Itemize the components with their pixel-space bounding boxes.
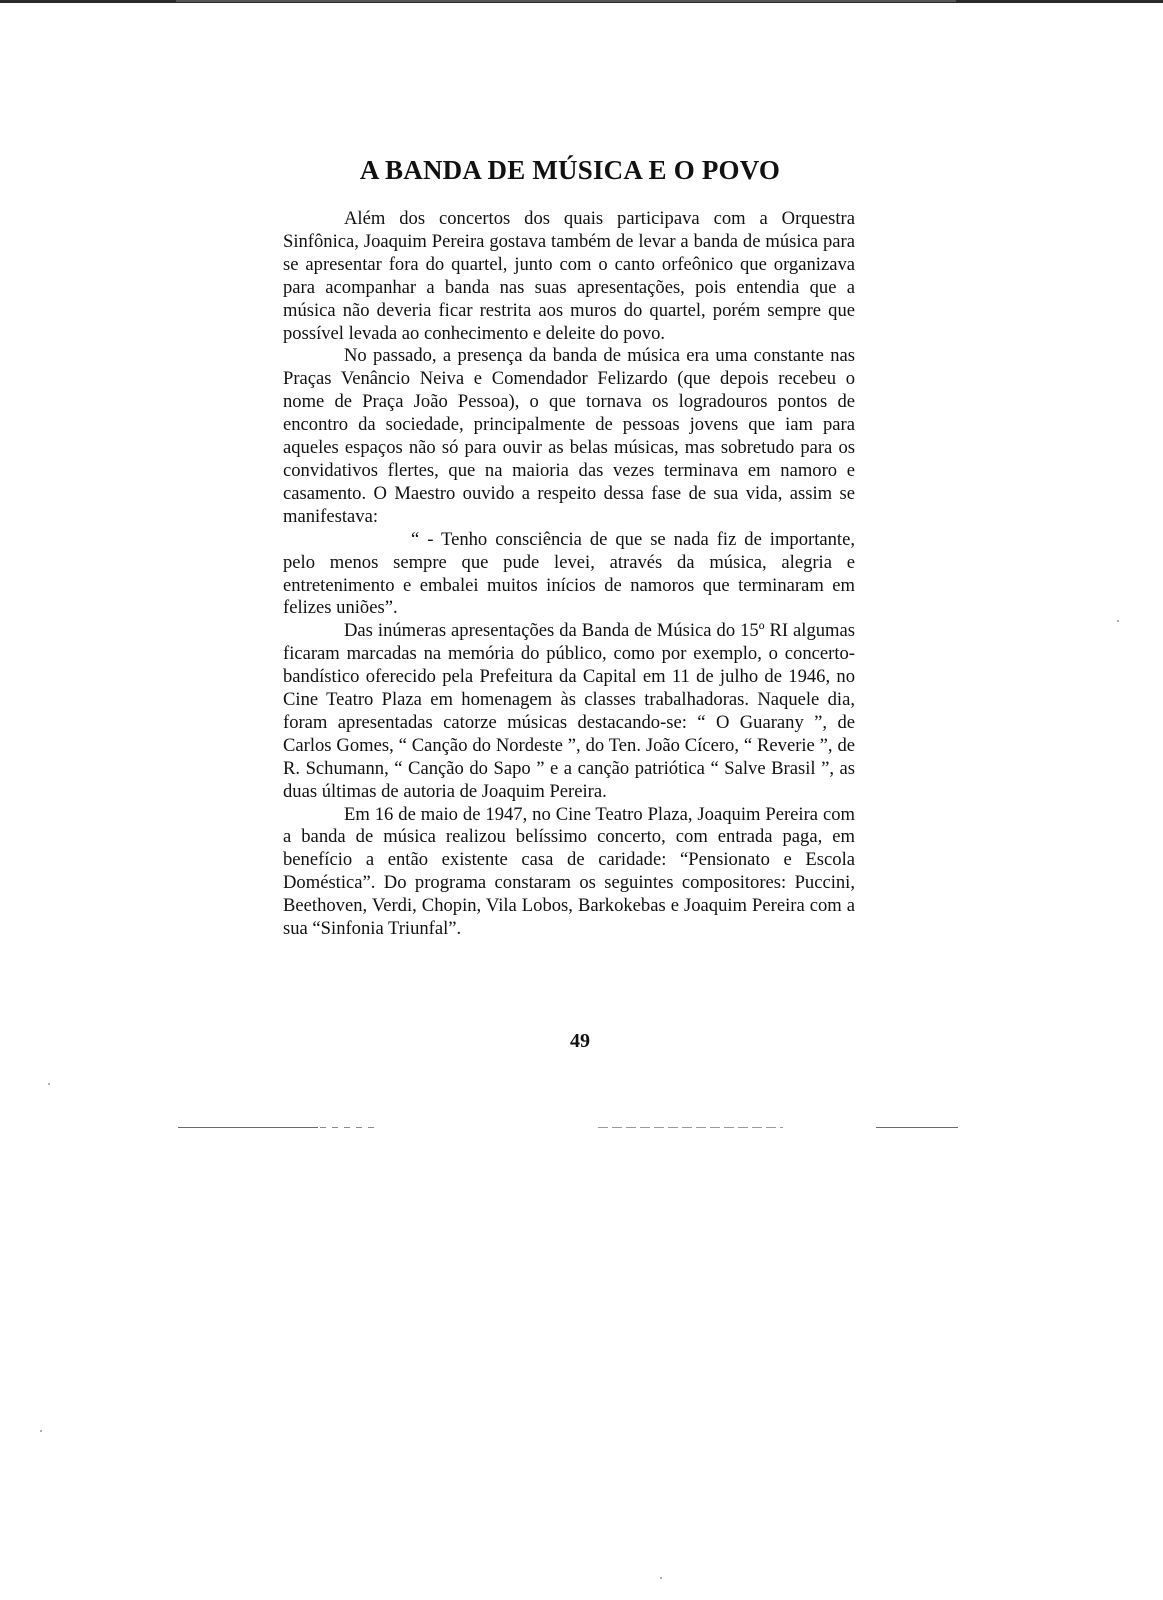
- paragraph-4: Das inúmeras apresentações da Banda de Música do 15º RI algumas ficaram marcadas na memória do público, como por exemplo, o concerto-bandístico oferecido pela Prefeitura da Capital em 11 de julho de 1946, no Cine Teatro Plaza em homenagem às classes trabalhadoras. Naquele dia, foram apresentadas catorze músicas destacando-se: “ O Guarany ”, de Carlos Gomes, “ Canção do Nordeste ”, do Ten. João Cícero, “ Reverie ”, de R. Schumann, “ Canção do Sapo ” e a canção patriótica “ Salve Brasil ”, as duas últimas de autoria de Joaquim Pereira.: [283, 620, 855, 802]
- paragraph-quote: “ - Tenho consciência de que se nada fiz de importante, pelo menos sempre que pude levei, através da música, alegria e entretenimento e embalei muitos inícios de namoros que terminaram em felizes uniões”.: [283, 528, 855, 619]
- page-title: A BANDA DE MÚSICA E O POVO: [359, 155, 781, 185]
- page-number: 49: [570, 1030, 590, 1052]
- scan-speck: [40, 1430, 42, 1432]
- scan-speck: [660, 1577, 662, 1579]
- paragraph-1: Além dos concertos dos quais participava com a Orquestra Sinfônica, Joaquim Pereira gostava também de levar a banda de música para se apresentar fora do quartel, junto com o canto orfeônico que organizava para acompanhar a banda nas suas apresentações, pois entendia que a música não deveria ficar restrita aos muros do quartel, porém sempre que possível levada ao conhecimento e deleite do povo.: [283, 208, 855, 344]
- paragraph-2: No passado, a presença da banda de música era uma constante nas Praças Venâncio Neiva e Comendador Felizardo (que depois recebeu o nome de Praça João Pessoa), o que tornava os logradouros pontos de encontro da sociedade, principalmente de pessoas jovens que iam para aqueles espaços não só para ouvir as belas músicas, mas sobretudo para os convidativos flertes, que na maioria das vezes terminava em namoro e casamento. O Maestro ouvido a respeito dessa fase de sua vida, assim se manifestava:: [283, 345, 855, 527]
- scan-speck: [1117, 620, 1119, 622]
- footer-rule-middle: [598, 1127, 783, 1128]
- scan-top-border-inner: [176, 0, 956, 2]
- body-text: [283, 208, 855, 941]
- scan-speck: [48, 1083, 50, 1085]
- paragraph-5: Em 16 de maio de 1947, no Cine Teatro Plaza, Joaquim Pereira com a banda de música realizou belíssimo concerto, com entrada paga, em benefício a então existente casa de caridade: “Pensionato e Escola Doméstica”. Do programa constaram os seguintes compositores: Puccini, Beethoven, Verdi, Chopin, Vila Lobos, Barkokebas e Joaquim Pereira com a sua “Sinfonia Triunfal”.: [283, 803, 855, 940]
- footer-rule-left-dashed: [320, 1127, 380, 1128]
- footer-rule-right: [876, 1127, 958, 1128]
- footer-rule-left: [178, 1127, 318, 1128]
